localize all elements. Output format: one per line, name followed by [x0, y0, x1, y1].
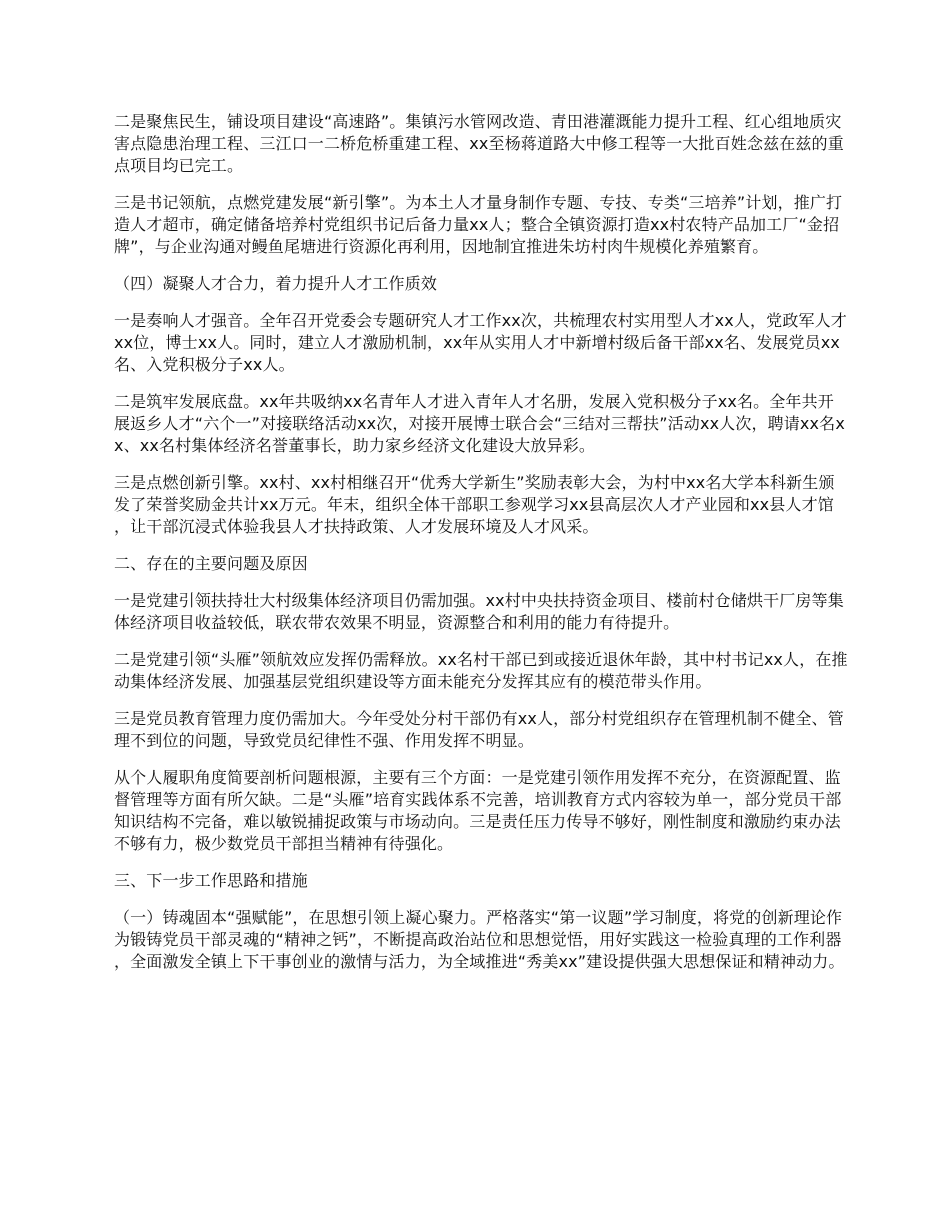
paragraph-development-base: 二是筑牢发展底盘。xx年共吸纳xx名青年人才进入青年人才名册，发展入党积极分子xx名。全年共开展返乡人才“六个一”对接联络活动xx次，对接开展博士联合会“三结对三帮扶”活动xx人次，聘请xx名xx、xx名村集体经济名誉董事长，助力家乡经济文化建设大放异彩。	[114, 392, 845, 455]
section-heading-talent: （四）凝聚人才合力，着力提升人才工作质效	[114, 274, 438, 293]
paragraph-talent-voice: 一是奏响人才强音。全年召开党委会专题研究人才工作xx次，共梳理农村实用型人才xx人，党政军人才xx位，博士xx人。同时，建立人才激励机制，xx年从实用人才中新增村级后备干部xx名、发展党员xx名、入党积极分子xx人。	[114, 311, 847, 374]
document-page	[114, 111, 849, 988]
section-heading-problems: 二、存在的主要问题及原因	[114, 554, 308, 573]
paragraph-root-cause-analysis: 从个人履职角度简要剖析问题根源，主要有三个方面：一是党建引领作用发挥不充分，在资源配置、监督管理等方面有所欠缺。二是“头雁”培育实践体系不完善，培训教育方式内容较为单一，部分党员干部知识结构不完备，难以敏锐捕捉政策与市场动向。三是责任压力传导不够好，刚性制度和激励约束办法不够有力，极少数党员干部担当精神有待强化。	[114, 768, 842, 853]
paragraph-problem-collective-economy: 一是党建引领扶持壮大村级集体经济项目仍需加强。xx村中央扶持资金项目、楼前村仓储烘干厂房等集体经济项目收益较低，联农带农效果不明显，资源整合和利用的能力有待提升。	[114, 591, 844, 632]
paragraph-livelihood-projects: 二是聚焦民生，铺设项目建设“高速路”。集镇污水管网改造、青田港灌溉能力提升工程、红心组地质灾害点隐患治理工程、三江口一二桥危桥重建工程、xx至杨蒋道路大中修工程等一大批百姓念兹在兹的重点项目均已完工。	[114, 112, 844, 175]
paragraph-secretary-leadership: 三是书记领航，点燃党建发展“新引擎”。为本土人才量身制作专题、专技、专类“三培养”计划，推广打造人才超市，确定储备培养村党组织书记后备力量xx人；整合全镇资源打造xx村农特产品加工厂“金招牌”，与企业沟通对鳗鱼尾塘进行资源化再利用，因地制宜推进朱坊村肉牛规模化养殖繁育。	[114, 193, 843, 256]
paragraph-problem-party-management: 三是党员教育管理力度仍需加大。今年受处分村干部仍有xx人，部分村党组织存在管理机制不健全、管理不到位的问题，导致党员纪律性不强、作用发挥不明显。	[114, 709, 844, 750]
paragraph-innovation-engine: 三是点燃创新引擎。xx村、xx村相继召开“优秀大学新生”奖励表彰大会，为村中xx名大学本科新生颁发了荣誉奖励金共计xx万元。年末，组织全体干部职工参观学习xx县高层次人才产业园和xx县人才馆，让干部沉浸式体验我县人才扶持政策、人才发展环境及人才风采。	[114, 473, 835, 536]
section-heading-next-steps: 三、下一步工作思路和措施	[114, 871, 308, 890]
paragraph-problem-leadership: 二是党建引领“头雁”领航效应发挥仍需释放。xx名村干部已到或接近退休年龄，其中村书记xx人，在推动集体经济发展、加强基层党组织建设等方面未能充分发挥其应有的模范带头作用。	[114, 650, 848, 691]
paragraph-next-step-one: （一）铸魂固本“强赋能”，在思想引领上凝心聚力。严格落实“第一议题”学习制度，将党的创新理论作为锻铸党员干部灵魂的“精神之钙”，不断提高政治站位和思想觉悟，用好实践这一检验真理的工作利器，全面激发全镇上下干事创业的激情与活力，为全域推进“秀美xx”建设提供强大思想保证和精神动力。	[114, 908, 845, 971]
